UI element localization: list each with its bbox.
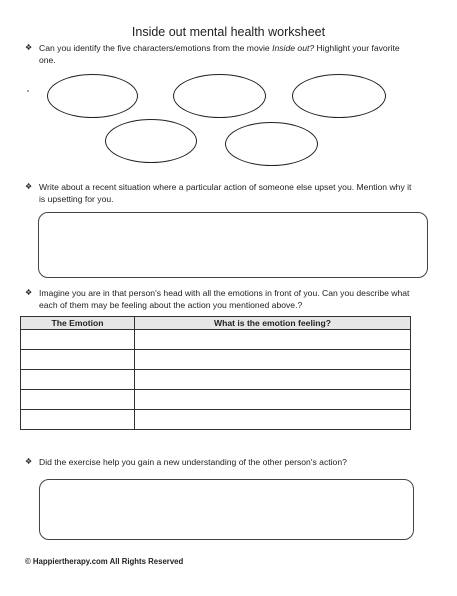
question-1-text bbox=[39, 42, 405, 66]
emotion-cell[interactable] bbox=[21, 410, 135, 430]
diamond-bullet-icon: ❖ bbox=[25, 457, 33, 466]
emotion-oval-2[interactable] bbox=[173, 74, 266, 118]
question-2 bbox=[25, 181, 420, 205]
emotion-oval-1[interactable] bbox=[47, 74, 138, 118]
worksheet-title: Inside out mental health worksheet bbox=[131, 25, 326, 39]
answer-box-understanding[interactable] bbox=[39, 479, 414, 540]
feeling-cell[interactable] bbox=[135, 410, 411, 430]
table-header-row bbox=[21, 317, 411, 330]
question-1-movie-title: Inside out? bbox=[272, 43, 315, 53]
table-row bbox=[21, 370, 411, 390]
stray-dot bbox=[27, 90, 29, 92]
question-4-text: Did the exercise help you gain a new understanding of the other person's action? bbox=[39, 457, 347, 467]
table-row bbox=[21, 350, 411, 370]
column-header-feeling: What is the emotion feeling? bbox=[135, 317, 411, 330]
feeling-cell[interactable] bbox=[135, 350, 411, 370]
table-row bbox=[21, 410, 411, 430]
question-4 bbox=[25, 456, 420, 468]
copyright-footer: © Happiertherapy.com All Rights Reserved bbox=[25, 557, 184, 566]
feeling-cell[interactable] bbox=[135, 370, 411, 390]
column-header-emotion: The Emotion bbox=[21, 317, 135, 330]
question-1 bbox=[25, 42, 405, 66]
question-2-text: Write about a recent situation where a particular action of someone else upset you. Mention why it is upsetting for you. bbox=[39, 182, 412, 204]
emotion-oval-3[interactable] bbox=[292, 74, 386, 118]
question-1-text-start: Can you identify the five characters/emotions from the movie bbox=[39, 43, 273, 53]
emotion-cell[interactable] bbox=[21, 350, 135, 370]
question-3-text: Imagine you are in that person's head with all the emotions in front of you. Can you describe what each of them may be feeling about the action you mentioned above.? bbox=[39, 288, 410, 310]
emotion-oval-5[interactable] bbox=[225, 122, 318, 166]
diamond-bullet-icon: ❖ bbox=[25, 288, 33, 297]
answer-box-situation[interactable] bbox=[38, 212, 428, 278]
emotion-cell[interactable] bbox=[21, 370, 135, 390]
table-row bbox=[21, 330, 411, 350]
feeling-cell[interactable] bbox=[135, 330, 411, 350]
feeling-cell[interactable] bbox=[135, 390, 411, 410]
emotion-cell[interactable] bbox=[21, 330, 135, 350]
emotion-cell[interactable] bbox=[21, 390, 135, 410]
emotion-oval-4[interactable] bbox=[105, 119, 197, 163]
diamond-bullet-icon: ❖ bbox=[25, 43, 33, 52]
diamond-bullet-icon: ❖ bbox=[25, 182, 33, 191]
table-row bbox=[21, 390, 411, 410]
emotion-table bbox=[20, 316, 411, 430]
question-3 bbox=[25, 287, 420, 311]
question-1-text-end: Highlight your favorite one. bbox=[39, 43, 400, 65]
